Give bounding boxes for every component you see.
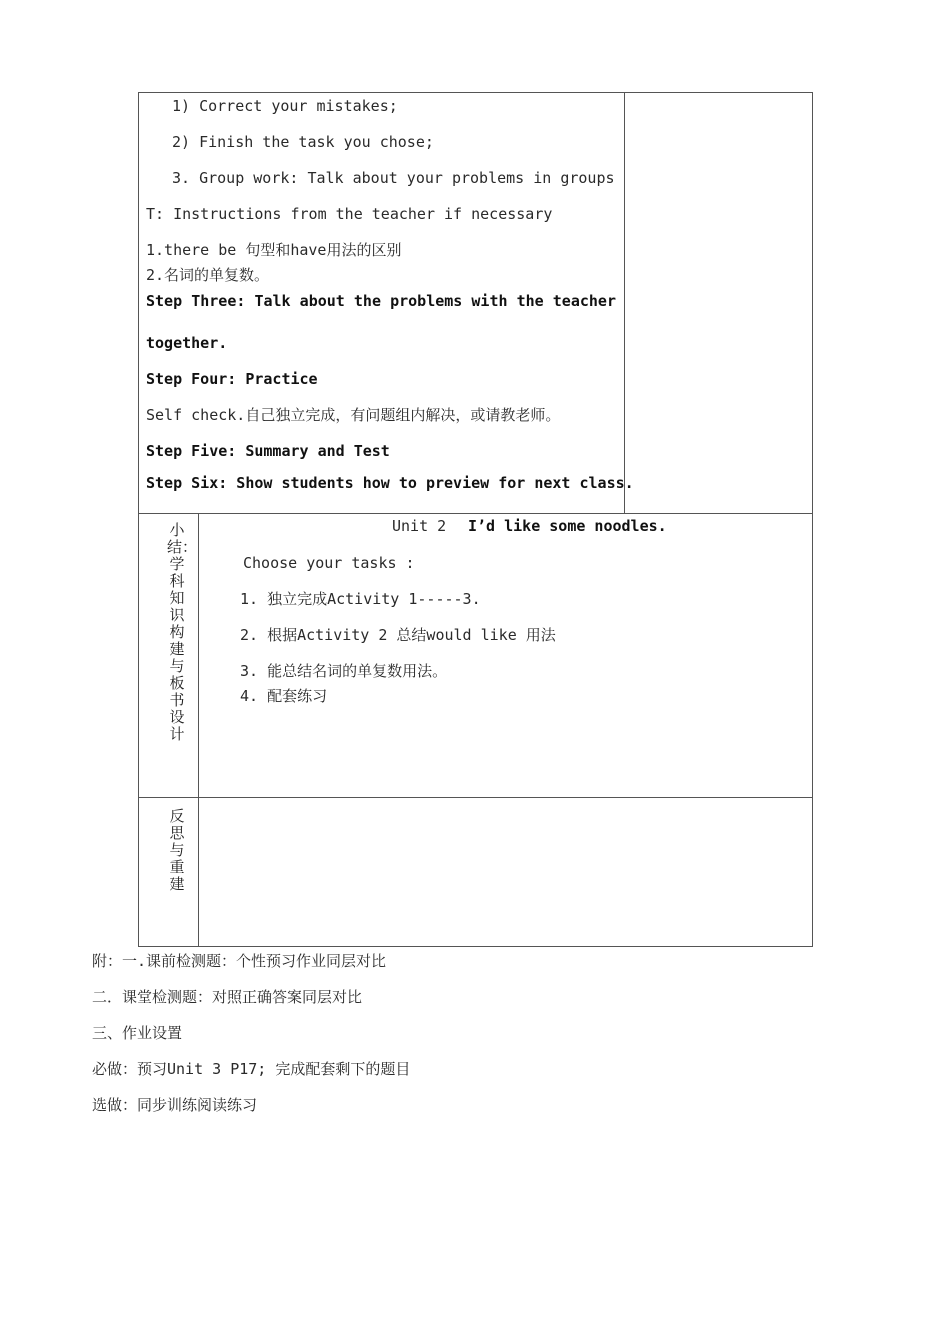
table-border-bottom bbox=[138, 946, 813, 947]
list-item: 2) Finish the task you chose; bbox=[172, 133, 434, 151]
task-item: 2. 根据Activity 2 总结would like 用法 bbox=[240, 626, 556, 644]
appendix-line: 附：一.课前检测题：个性预习作业同层对比 bbox=[92, 952, 387, 970]
step-three-heading-cont: together. bbox=[146, 334, 228, 352]
summary-label: 小结：学科知识构建与板书设计 bbox=[167, 521, 198, 743]
list-item: 1.there be 句型和have用法的区别 bbox=[146, 241, 402, 259]
table-border-left bbox=[138, 92, 139, 947]
task-item: 3. 能总结名词的单复数用法。 bbox=[240, 662, 448, 680]
column-divider-label bbox=[198, 513, 199, 946]
table-border-top bbox=[138, 92, 813, 93]
table-border-right bbox=[812, 92, 813, 947]
unit-number: Unit 2 bbox=[392, 517, 447, 535]
task-item: 4. 配套练习 bbox=[240, 687, 328, 705]
appendix-line: 选做：同步训练阅读练习 bbox=[92, 1096, 258, 1114]
step-five-heading: Step Five: Summary and Test bbox=[146, 442, 390, 460]
row-divider-1 bbox=[138, 513, 813, 514]
row-divider-2 bbox=[138, 797, 813, 798]
step-three-heading: Step Three: Talk about the problems with the teacher bbox=[146, 292, 616, 310]
step-six-heading: Step Six: Show students how to preview for next class. bbox=[146, 474, 634, 492]
list-item: 1) Correct your mistakes; bbox=[172, 97, 398, 115]
list-item: T: Instructions from the teacher if necessary bbox=[146, 205, 553, 223]
unit-title: I’d like some noodles. bbox=[468, 517, 667, 535]
appendix-line: 三、作业设置 bbox=[92, 1024, 183, 1042]
column-divider-top bbox=[624, 92, 625, 513]
self-check-text: Self check.自己独立完成，有问题组内解决，或请教老师。 bbox=[146, 406, 561, 424]
list-item: 3. Group work: Talk about your problems in groups bbox=[172, 169, 615, 187]
task-item: 1. 独立完成Activity 1-----3. bbox=[240, 590, 481, 608]
step-four-heading: Step Four: Practice bbox=[146, 370, 318, 388]
appendix-line: 必做：预习Unit 3 P17; 完成配套剩下的题目 bbox=[92, 1060, 411, 1078]
choose-tasks-text: Choose your tasks : bbox=[243, 554, 415, 572]
list-item: 2.名词的单复数。 bbox=[146, 266, 270, 284]
appendix-line: 二．课堂检测题：对照正确答案同层对比 bbox=[92, 988, 363, 1006]
reflection-label: 反思与重建 bbox=[169, 807, 185, 893]
